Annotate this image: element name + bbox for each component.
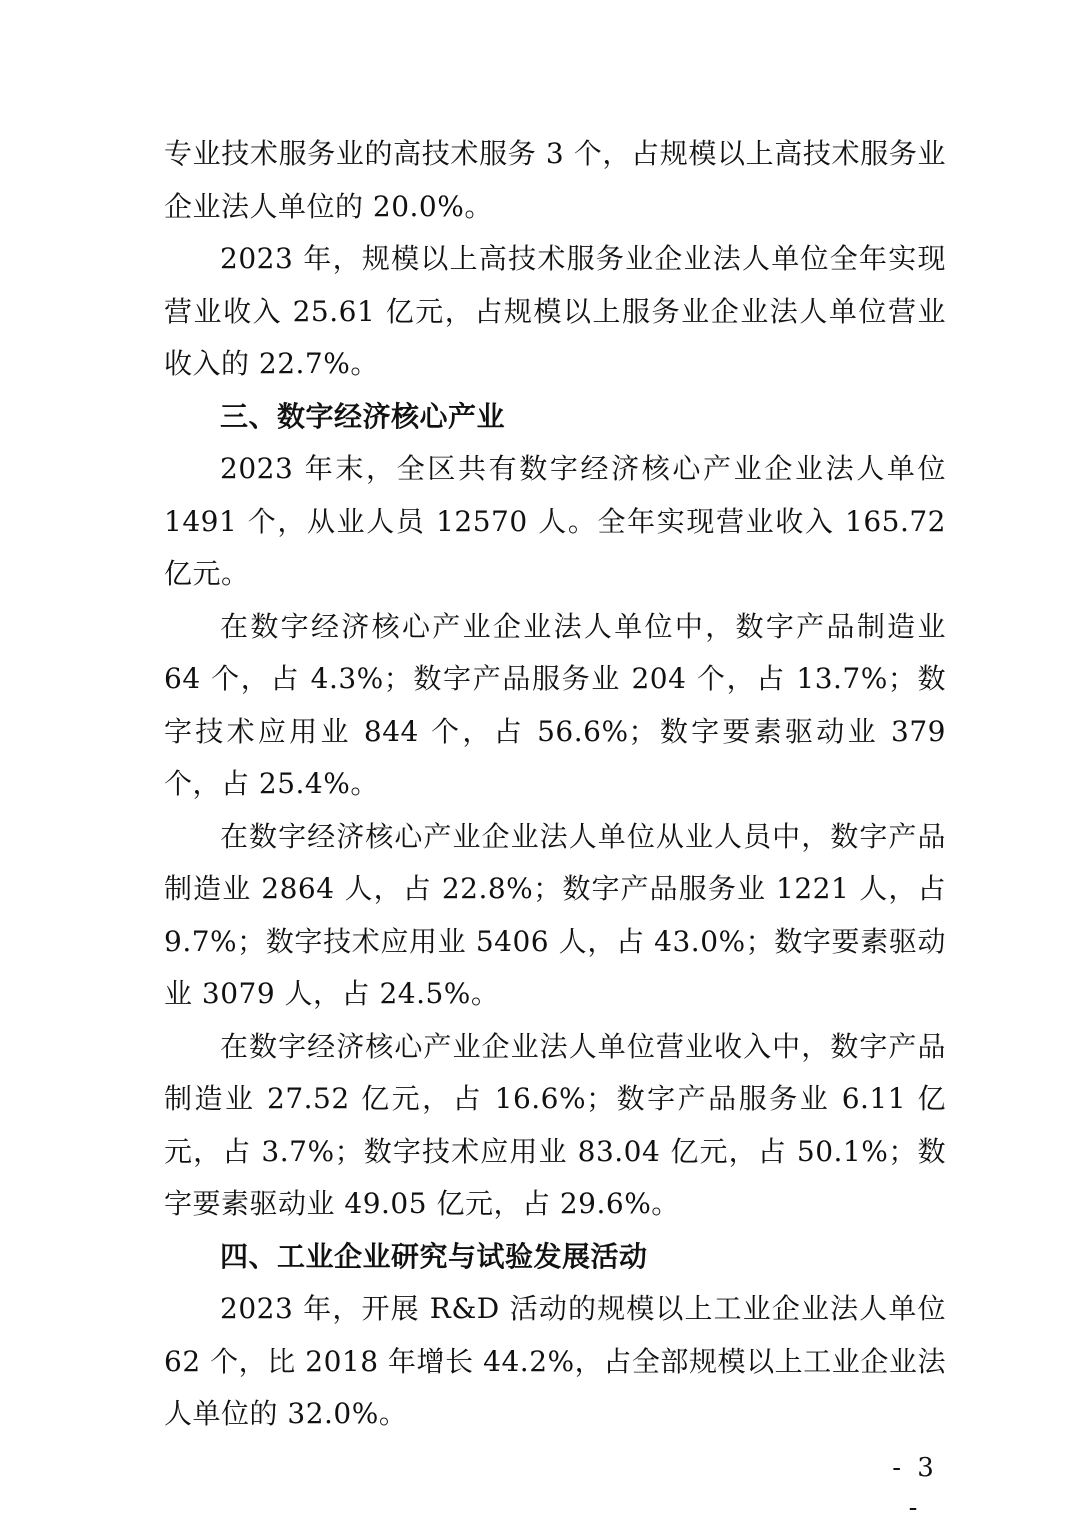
section-heading-rd-activities: 四、工业企业研究与试验发展活动 [220, 1239, 648, 1273]
document-body [164, 128, 946, 1441]
paragraph-digital-economy-units: 在数字经济核心产业企业法人单位中，数字产品制造业 64 个，占 4.3%；数字产品服务业 204 个，占 13.7%；数字技术应用业 844 个，占 56.6%；数字要素驱动业 379 个，占 25.4%。 [164, 609, 946, 800]
paragraph-digital-economy-total: 2023 年末，全区共有数字经济核心产业企业法人单位 1491 个，从业人员 12570 人。全年实现营业收入 165.72 亿元。 [164, 452, 946, 590]
paragraph-digital-economy-revenue: 在数字经济核心产业企业法人单位营业收入中，数字产品制造业 27.52 亿元，占 16.6%；数字产品服务业 6.11 亿元，占 3.7%；数字技术应用业 83.04 亿元，占 50.1%；数字要素驱动业 49.05 亿元，占 29.6%。 [164, 1029, 946, 1220]
paragraph-high-tech-units: 专业技术服务业的高技术服务 3 个，占规模以上高技术服务业企业法人单位的 20.0%。 [164, 137, 946, 223]
paragraph-rd-activities: 2023 年，开展 R&D 活动的规模以上工业企业法人单位 62 个，比 2018 年增长 44.2%，占全部规模以上工业企业法人单位的 32.0%。 [164, 1292, 946, 1430]
paragraph-high-tech-revenue: 2023 年，规模以上高技术服务业企业法人单位全年实现营业收入 25.61 亿元，占规模以上服务业企业法人单位营业收入的 22.7%。 [164, 242, 946, 380]
section-heading-digital-economy: 三、数字经济核心产业 [220, 399, 506, 433]
paragraph-digital-economy-employees: 在数字经济核心产业企业法人单位从业人员中，数字产品制造业 2864 人，占 22.8%；数字产品服务业 1221 人，占 9.7%；数字技术应用业 5406 人，占 43.0%；数字要素驱动业 3079 人，占 24.5%。 [164, 819, 946, 1010]
page-number: - 3 - [892, 1453, 938, 1523]
